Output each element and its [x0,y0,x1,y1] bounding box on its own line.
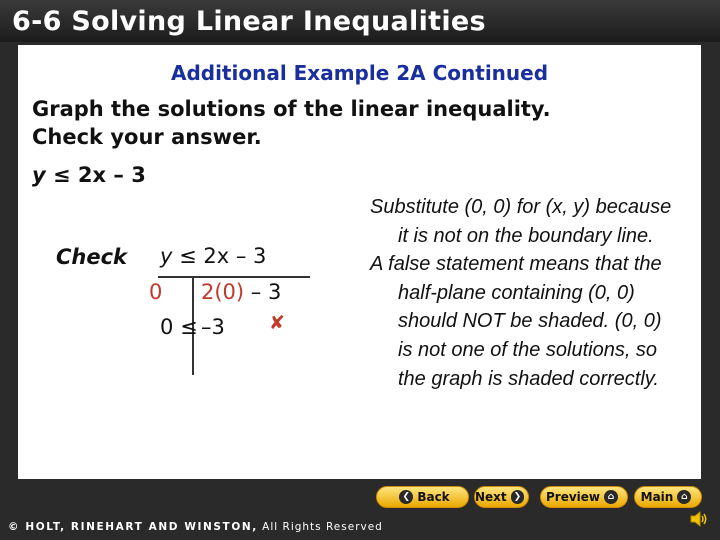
main-home-icon: ⌂ [677,490,691,504]
back-label: Back [417,490,450,504]
next-label: Next [475,490,507,504]
navigation-bar [0,483,720,513]
inequality-variable: y [32,163,46,187]
title-bar [0,0,720,42]
false-x-icon: ✘ [269,312,285,334]
next-button[interactable] [474,486,529,508]
instruction-line-2: Check your answer. [32,125,262,149]
instruction-line-1: Graph the solutions of the linear inequality. [32,97,551,121]
check-row-1-rhs: 2x – 3 [203,244,267,268]
explanation-paragraph-2: A false statement means that the half-plane containing (0, 0) should NOT be shaded. (0, 0) is not one of the solutions, so the graph is shaded correctly. [370,253,662,390]
preview-label: Preview [545,490,600,504]
check-horizontal-rule [158,276,310,278]
check-row-1-rel: ≤ [179,244,197,268]
next-arrow-icon: ❯ [511,490,524,504]
home-icon: ⌂ [604,490,618,504]
explanation-paragraph-1: Substitute (0, 0) for (x, y) because it is not on the boundary line. [370,196,672,247]
preview-button[interactable] [540,486,628,508]
speaker-icon[interactable] [688,508,710,530]
copyright-rights: All Rights Reserved [257,521,383,533]
instruction [32,95,551,151]
check-row-3-lhs: 0 [160,315,174,339]
back-arrow-icon: ❮ [399,490,413,504]
example-subtitle: Additional Example 2A Continued [170,61,549,85]
check-row-2-rhs-sub: 2(0) [201,280,245,304]
check-row-2 [149,280,162,304]
back-button[interactable] [376,486,469,508]
content-panel [18,45,701,479]
check-row-3-rhs: –3 [201,315,225,339]
check-label: Check [56,245,128,269]
check-row-3-right [201,315,225,339]
lesson-title: 6-6 Solving Linear Inequalities [12,6,486,37]
inequality-rest: ≤ 2x – 3 [45,163,146,187]
check-row-3-rel: ≤ [180,315,198,339]
inequality [32,163,146,187]
main-label: Main [640,490,674,504]
copyright-footer [8,521,383,533]
check-row-2-rhs-rest: – 3 [244,280,282,304]
check-row-1 [160,244,266,268]
copyright-publisher: © HOLT, RINEHART AND WINSTON, [8,521,258,533]
check-row-2-lhs: 0 [149,280,163,304]
check-row-2-right [201,280,281,304]
explanation [370,193,680,393]
check-row-1-lhs: y [160,244,173,268]
main-button[interactable] [634,486,702,508]
check-row-3 [160,315,198,339]
